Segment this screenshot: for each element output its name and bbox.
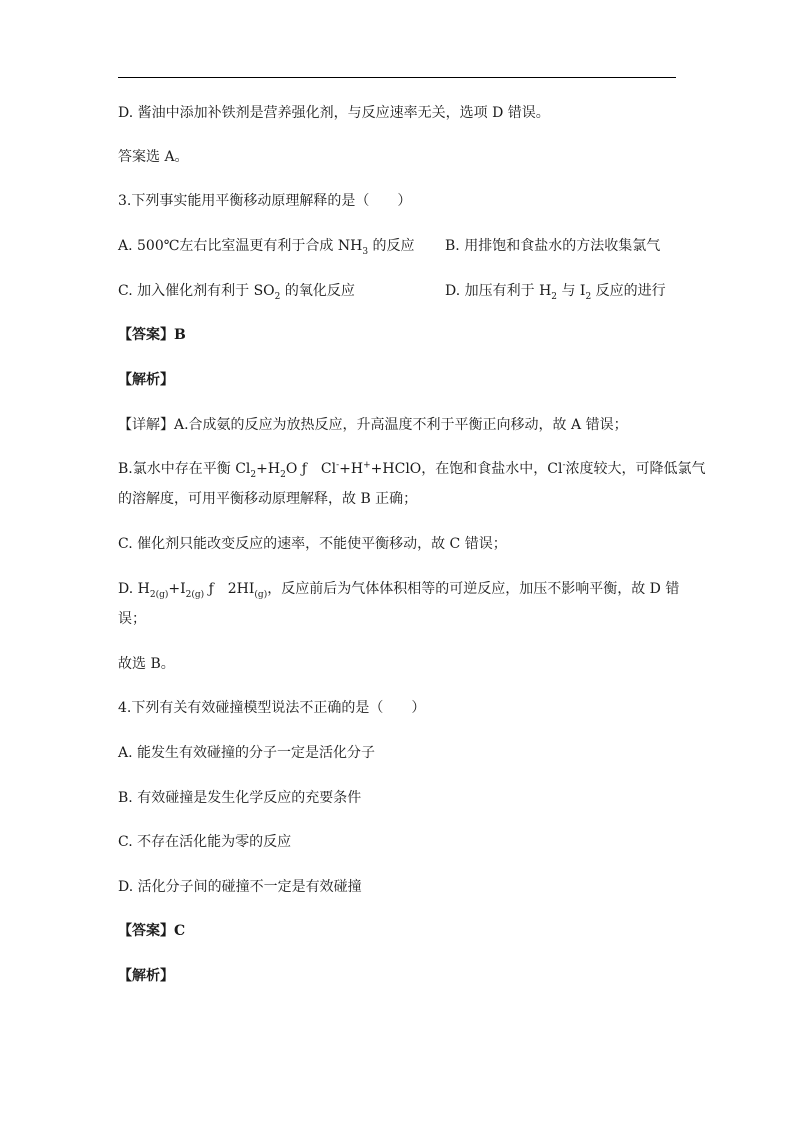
text-run: +H (339, 461, 364, 477)
text-run: D. H (118, 581, 150, 597)
question-4: 4.下列有关有效碰撞模型说法不正确的是（ ） (118, 700, 426, 716)
text-line: 答案选 A。 (118, 149, 189, 165)
explanation-line (118, 459, 706, 479)
text-run: O ƒ Cl (285, 461, 337, 477)
explanation-line: C. 催化剂只能改变反应的速率，不能使平衡移动，故 C 错误； (118, 536, 507, 552)
subscript: 2 (585, 291, 592, 302)
explanation-line: 误； (118, 611, 146, 627)
text-run: +H (256, 461, 281, 477)
answer-label: 【答案】C (118, 923, 186, 939)
option-text: 的氧化反应 (280, 283, 355, 299)
option-text: A. 500℃左右比室温更有利于合成 NH (118, 238, 363, 254)
subscript: 2(g) (149, 589, 169, 600)
subscript: 2 (274, 291, 281, 302)
question-3: 3.下列事实能用平衡移动原理解释的是（ ） (118, 193, 412, 209)
conclusion-line: 故选 B。 (118, 656, 175, 672)
option-text: C. 加入催化剂有利于 SO (118, 283, 275, 299)
subscript: 3 (362, 246, 369, 257)
text-run: B.氯水中存在平衡 Cl (118, 461, 251, 477)
option-3d (445, 281, 666, 301)
option-4b: B. 有效碰撞是发生化学反应的充要条件 (118, 790, 362, 806)
text-run: +HClO，在饱和食盐水中，Cl (370, 461, 563, 477)
answer-label: 【答案】B (118, 327, 186, 343)
header-rule (118, 77, 676, 78)
subscript: (g) (254, 589, 268, 600)
analysis-label: 【解析】 (118, 968, 174, 984)
option-3b: B. 用排饱和食盐水的方法收集氯气 (445, 238, 661, 254)
superscript: - (562, 460, 566, 471)
option-text: 的反应 (368, 238, 415, 254)
explanation-line: 【详解】A.合成氨的反应为放热反应，升高温度不利于平衡正向移动，故 A 错误； (118, 417, 628, 433)
subscript: 2 (551, 291, 558, 302)
subscript: 2 (280, 469, 286, 480)
option-text: 与 I (557, 283, 586, 299)
option-4d: D. 活化分子间的碰撞不一定是有效碰撞 (118, 879, 362, 895)
text-run: +I (168, 581, 186, 597)
analysis-label: 【解析】 (118, 372, 174, 388)
text-run: 浓度较大，可降低氯气 (565, 461, 706, 477)
option-3c (118, 281, 355, 301)
superscript: + (363, 460, 371, 471)
text-run: ，反应前后为气体体积相等的可逆反应，加压不影响平衡，故 D 错 (267, 581, 680, 597)
option-4c: C. 不存在活化能为零的反应 (118, 834, 292, 850)
option-3a (118, 236, 415, 256)
superscript: - (336, 460, 340, 471)
explanation-line: 的溶解度，可用平衡移动原理解释，故 B 正确； (118, 491, 418, 507)
explanation-line (118, 579, 679, 599)
subscript: 2 (250, 469, 257, 480)
subscript: 2(g) (185, 589, 205, 600)
text-run: ƒ 2HI (204, 581, 255, 597)
option-text: 反应的进行 (591, 283, 666, 299)
text-line: D. 酱油中添加补铁剂是营养强化剂，与反应速率无关，选项 D 错误。 (118, 105, 550, 121)
option-4a: A. 能发生有效碰撞的分子一定是活化分子 (118, 745, 376, 761)
option-text: D. 加压有利于 H (445, 283, 552, 299)
